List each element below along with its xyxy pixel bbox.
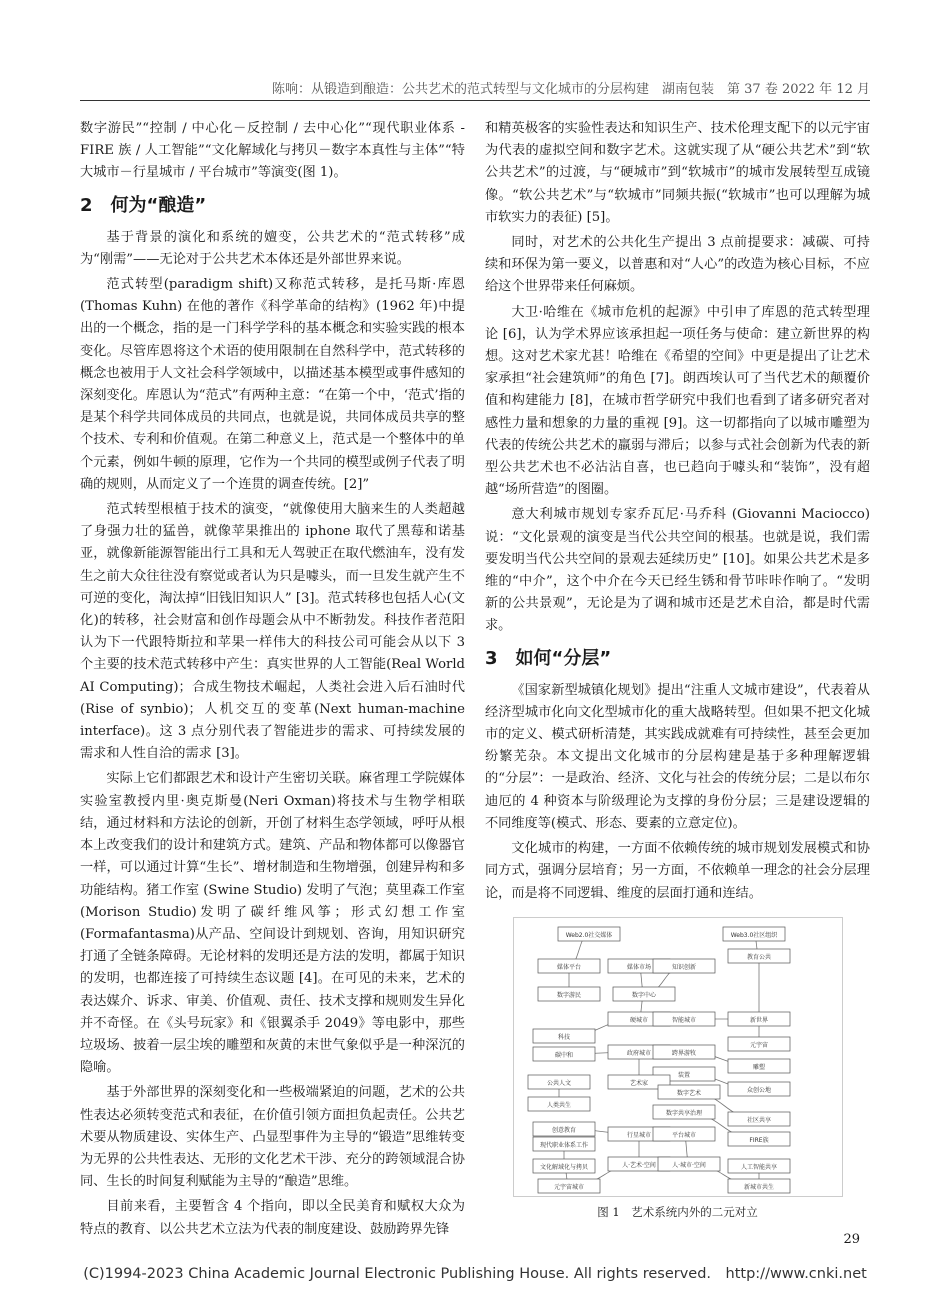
diagram-node-label: 众创公地: [746, 1086, 771, 1094]
paragraph: 基于背景的演化和系统的嬗变，公共艺术的“范式转移”成为“刚需”——无论对于公共艺术本体还是外部世界来说。: [80, 229, 465, 267]
section-heading: 2 何为“酿造”: [80, 194, 207, 216]
diagram-node-label: 文化解域化与拷贝: [539, 1163, 588, 1171]
paragraph: 意大利城市规划专家乔瓦尼·马乔科 (Giovanni Maciocco) 说：“文化景观的演变是当代公共空间的根基。也就是说，我们需要发明当代公共空间的景观去延续历史” [10]。如果公共艺术是多维的“中介”，这个中介在今天已经生锈和骨节咔咔作响了。“发明新的公共景观”，无论是为了调和城市还是艺术自洽，都是时代需求。: [485, 507, 870, 634]
page-number: 29: [843, 1232, 860, 1247]
diagram-node-label: 智能城市: [671, 1016, 696, 1024]
diagram-node-label: 数字中心: [631, 991, 656, 999]
paragraph: 同时，对艺术的公共化生产提出 3 点前提要求：减碳、可持续和环保为第一要义，以普惠和对“人心”的改造为核心目标，不应给这个世界带来任何麻烦。: [485, 235, 870, 295]
paragraph: 范式转型(paradigm shift)又称范式转移，是托马斯·库恩(Thomas Kuhn) 在他的著作《科学革命的结构》(1962 年)中提出的一个概念，指的是一门科学学科的基本概念和实验实践的根本变化。尽管库恩将这个术语的使用限制在自然科学中，范式转移的概念也被用于人文社会科学领域中，以描述基本模型或事件感知的深刻变化。库恩认为“范式”有两种主意：“在第一个中，‘范式’指的是某个科学共同体成员的共同点，也就是说，共同体成员共享的整个技术、专利和价值观。在第二种意义上，范式是一个整体中的单个元素，例如牛顿的原理，它作为一个共同的模型或例子代表了明确的规则，从而定义了一个连贯的调查传统。[2]”: [80, 277, 465, 492]
diagram-node-label: 数字艺术: [676, 1089, 701, 1097]
diagram-node-label: 创意教育: [551, 1126, 576, 1134]
diagram-node-label: 新世界: [749, 1016, 768, 1024]
diagram-node-label: 元宇宙: [749, 1041, 768, 1049]
diagram-node-label: 政府城市: [626, 1049, 651, 1057]
paragraph: 目前来看，主要暂含 4 个指向，即以全民美育和赋权大众为特点的教育、以公共艺术立法为代表的制度建设、鼓励跨界先锋: [80, 1199, 465, 1237]
diagram-node-label: 平台城市: [671, 1131, 696, 1139]
diagram-node-label: 元宇宙城市: [553, 1183, 584, 1191]
diagram-node-label: 媒体市场: [626, 963, 651, 971]
paragraph: 范式转型根植于技术的演变，“就像使用大脑来生的人类超越了身强力壮的猛兽，就像苹果推出的 iphone 取代了黑莓和诺基亚，就像新能源智能出行工具和无人驾驶正在取代燃油车，没有发生之前大众往往没有察觉或者认为只是噱头，而一旦发生就产生不可逆的变化，淘汰掉“旧钱旧知识人” [3]。范式转移也包括人心(文化)的转移，社会财富和创作母题会从中不断勃发。科技作者范阳认为下一代跟特斯拉和苹果一样伟大的科技公司可能会从以下 3 个主要的技术范式转移中产生：真实世界的人工智能(Real World AI Computing)；合成生物技术崛起，人类社会进入后石油时代(Rise of synbio)；人机交互的变革(Next human-machine interface)。这 3 点分别代表了智能进步的需求、可持续发展的需求和人性自洽的需求 [3]。: [80, 502, 465, 762]
diagram-node-label: 人类共生: [546, 1101, 571, 1109]
diagram-node-label: Web2.0社交媒体: [565, 931, 612, 939]
diagram-node-label: 装置: [677, 1071, 690, 1079]
diagram-node-label: 跨界游牧: [671, 1049, 696, 1057]
diagram-node-label: 数字游民: [556, 991, 581, 999]
paragraph: 基于外部世界的深刻变化和一些极端紧迫的问题，艺术的公共性表达必须转变范式和表征，在价值引领方面担负起责任。公共艺术要从物质建设、实体生产、凸显型事件为主导的“锻造”思维转变为无界的公共性表达、无形的文化艺术干涉、充分的跨领域混合协同、生长的时间复利赋能为主导的“酿造”思维。: [80, 1085, 465, 1190]
diagram-node-label: 教育公共: [746, 953, 771, 961]
diagram-node-label: 社区共享: [746, 1116, 771, 1124]
figure-caption: 图 1 艺术系统内外的二元对立: [597, 1204, 758, 1219]
paragraph: 大卫·哈维在《城市危机的起源》中引申了库恩的范式转型理论 [6]，认为学术界应该承担起一项任务与使命：建立新世界的构想。这对艺术家尤甚！哈维在《希望的空间》中更是提出了让艺术家承担“社会建筑师”的角色 [7]。朗西埃认可了当代艺术的颠覆价值和构建能力 [8]，在城市哲学研究中我们也看到了诸多研究者对感性力量和想象的力量的重视 [9]。这一切都指向了以城市雕塑为代表的传统公共艺术的羸弱与滞后；以参与式社会创新为代表的新型公共艺术也不必沾沾自喜，也已趋向于噱头和“装饰”，没有超越“场所营造”的图圈。: [485, 304, 870, 498]
figure-1: [513, 917, 843, 1197]
diagram-node-label: 公共人文: [546, 1079, 571, 1087]
diagram-node-label: 科技: [557, 1033, 570, 1041]
paragraph: 文化城市的构建，一方面不依赖传统的城市规划发展模式和协同方式，强调分层培育；另一方面，不依赖单一理念的社会分层理论，而是将不同逻辑、维度的层面打通和连结。: [485, 841, 870, 901]
diagram-node-label: 雕塑: [752, 1063, 765, 1071]
diagram-node-label: 新城市共生: [743, 1183, 774, 1191]
section-heading: 3 如何“分层”: [485, 647, 612, 669]
diagram-node-label: 碳中和: [554, 1051, 573, 1059]
diagram-node-label: 媒体平台: [556, 963, 581, 971]
paragraph: 和精英极客的实验性表达和知识生产、技术伦理支配下的以元宇宙为代表的虚拟空间和数字艺术。这就实现了从“硬公共艺术”到“软公共艺术”的过渡，与“硬城市”到“软城市”的城市发展转型互成镜像。“软公共艺术”与“软城市”同频共振(“软城市”也可以理解为城市软实力的表征) [5]。: [485, 121, 870, 225]
paragraph: 实际上它们都跟艺术和设计产生密切关联。麻省理工学院媒体实验室教授内里·奥克斯曼(Neri Oxman)将技术与生物学相联结，通过材料和方法论的创新，开创了材料生态学领域，呼吁从根本上改变我们的设计和建筑方式。建筑、产品和物体都可以像器官一样，可以通过计算“生长”、增材制造和生物增强，创建异构和多功能结构。猪工作室 (Swine Studio) 发明了气泡；莫里森工作室(Morison Studio)发明了碳纤维风筝；形式幻想工作室(Formafantasma)从产品、空间设计到规划、咨询，用知识研究打通了全链条障碍。无论材料的发明还是方法的发明，都属于知识的发明，也都连接了可持续生态议题 [4]。在可见的未来，艺术的表达媒介、诉求、审美、价值观、责任、技术支撑和规则发生异化并不奇怪。在《头号玩家》和《银翼杀手 2049》等电影中，那些垃圾场、披着一层尘埃的雕塑和灰黄的末世气象似乎是一种深沉的隐喻。: [80, 771, 465, 1076]
diagram-node-label: FIRE族: [748, 1136, 769, 1144]
diagram-node-label: 硬城市: [629, 1016, 648, 1024]
diagram-node-label: 现代职业体系工作: [539, 1141, 588, 1149]
right-column: [485, 118, 870, 1223]
paragraph: 数字游民”“控制 / 中心化－反控制 / 去中心化”“现代职业体系 -FIRE 族 / 人工智能”“文化解域化与拷贝－数字本真性与主体”“特大城市－行星城市 / 平台城市”等演变(图 1)。: [80, 121, 465, 181]
diagram-node-label: 人工智能共享: [740, 1163, 777, 1171]
diagram-node-label: 行星城市: [626, 1131, 651, 1139]
diagram-node-label: 数字共享治理: [665, 1109, 702, 1117]
diagram-node-label: 知识创新: [671, 963, 696, 971]
running-header: 陈响：从锻造到酿造：公共艺术的范式转型与文化城市的分层构建 湖南包装 第 37 卷 2022 年 12 月: [272, 82, 870, 97]
paragraph: 《国家新型城镇化规划》提出“注重人文城市建设”，代表着从经济型城市化向文化型城市化的重大战略转型。但如果不把文化城市的定义、模式研析清楚，其实践成就难有可持续性，甚至会更加纷繁芜杂。本文提出文化城市的分层构建是基于多种理解逻辑的“分层”：一是政治、经济、文化与社会的传统分层；二是以布尔迪厄的 4 种资本与阶级理论为支撑的身份分层；三是建设逻辑的不同维度等(模式、形态、要素的立意定位)。: [485, 682, 870, 831]
header-rule: [80, 100, 870, 101]
left-column: [80, 118, 465, 1244]
diagram-node-label: 人·城市·空间: [671, 1161, 706, 1169]
diagram-node-label: Web3.0社区组织: [730, 931, 777, 939]
figure-diagram: [513, 917, 843, 1197]
copyright-footer: (C)1994-2023 China Academic Journal Electronic Publishing House. All rights reserved. http://www.cnki.net: [83, 1266, 867, 1282]
diagram-node-label: 人·艺术·空间: [621, 1161, 656, 1169]
diagram-node-label: 艺术家: [629, 1079, 648, 1087]
